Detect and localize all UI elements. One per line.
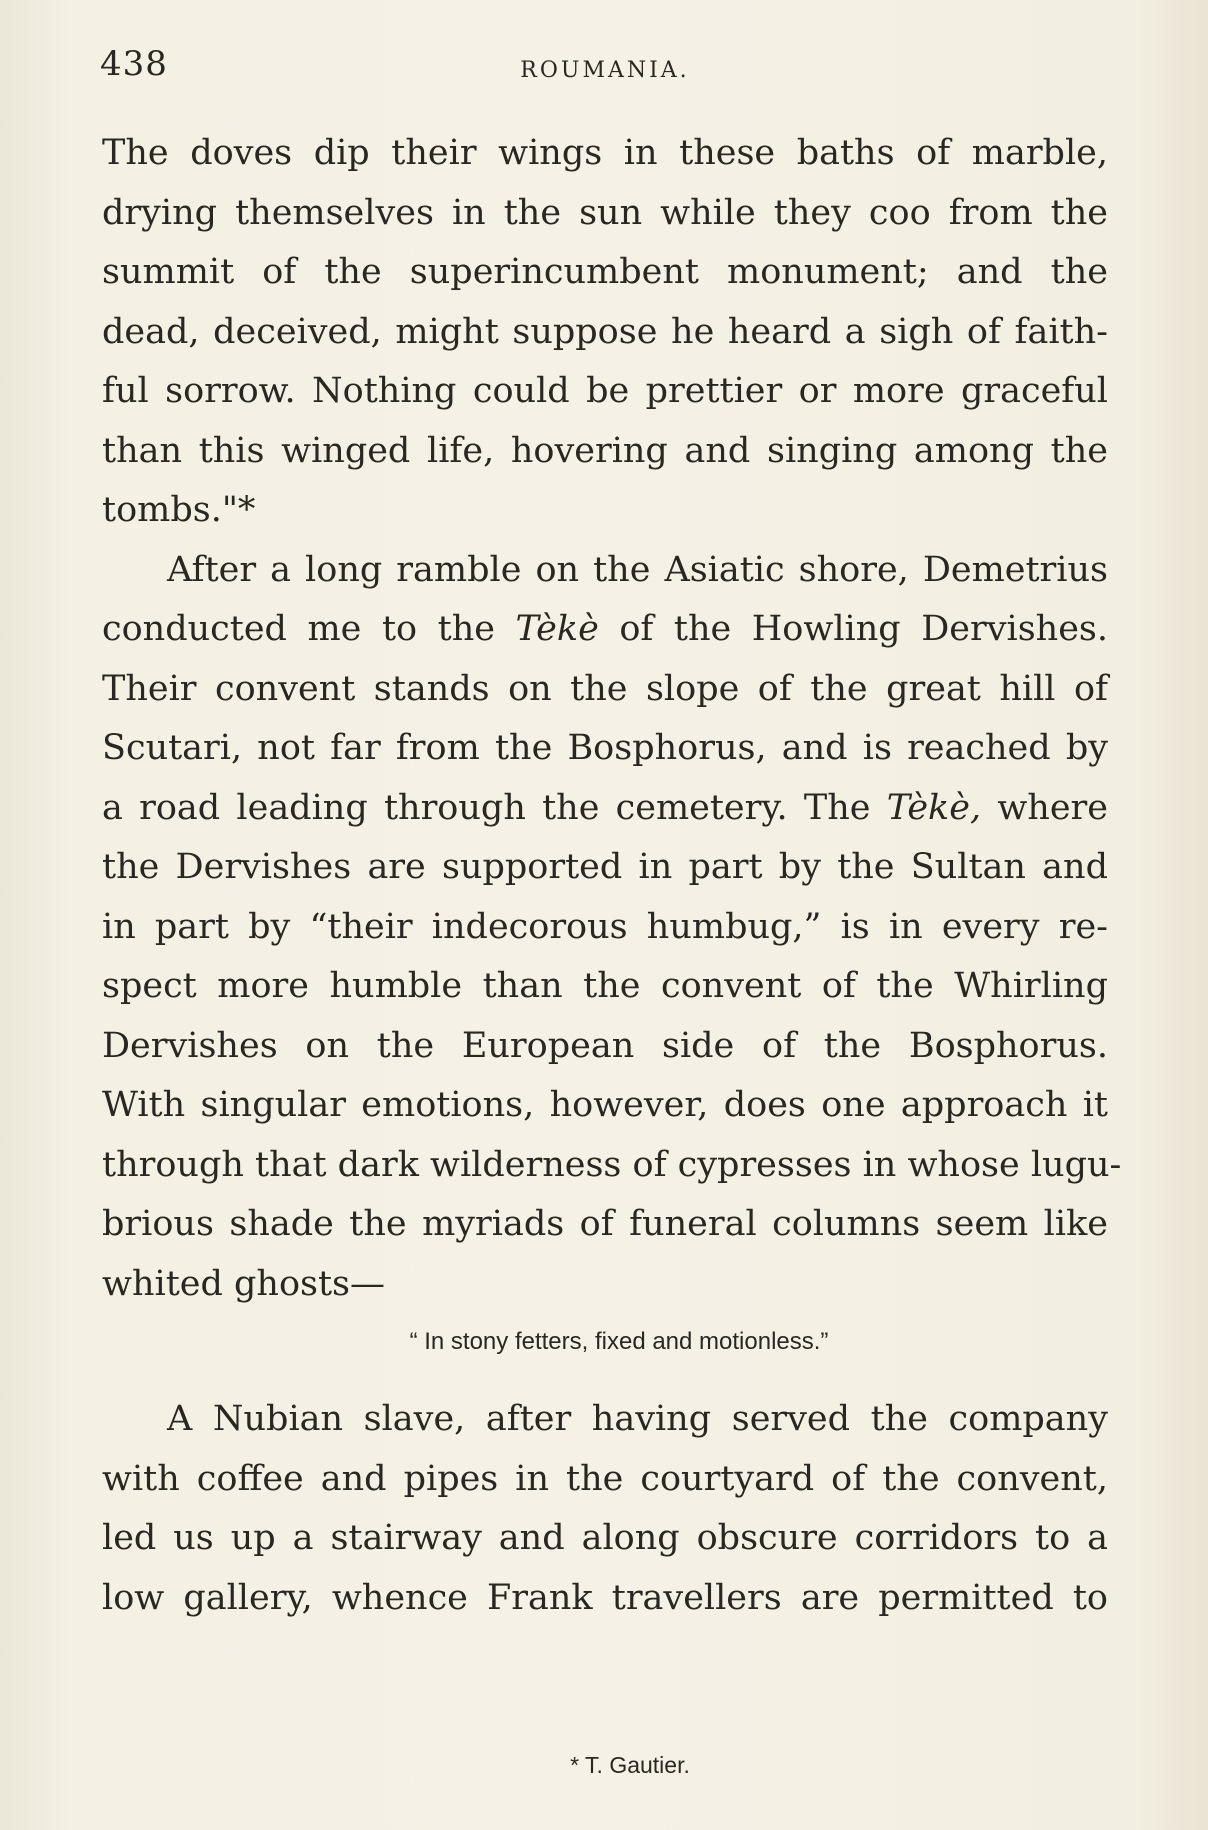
body-text [102, 124, 1122, 1628]
text-line: with coffee and pipes in the courtyard of the convent, [102, 1458, 1108, 1499]
footnote: * T. Gautier. [570, 1752, 690, 1778]
text-line: low gallery, whence Frank travellers are permitted to [102, 1577, 1108, 1618]
text-line: tombs."* [102, 490, 256, 530]
text-fragment: a road leading through the cemetery. The [102, 787, 887, 828]
text-line: A Nubian slave, after having served the company [167, 1399, 1108, 1439]
text-fragment: of the Howling Dervishes. [598, 609, 1108, 649]
page-header [100, 38, 1110, 88]
text-line [102, 600, 1108, 660]
text-line: Scutari, not far from the Bosphorus, and is reached by [102, 728, 1108, 768]
text-line: brious shade the myriads of funeral columns seem like [102, 1204, 1108, 1244]
text-line [102, 779, 1108, 839]
text-line: Their convent stands on the slope of the great hill of [102, 668, 1108, 709]
text-line: through that dark wilderness of cypresses in whose lugu- [102, 1144, 1122, 1185]
text-line: The doves dip their wings in these baths of marble, [102, 133, 1108, 173]
text-line: Dervishes on the European side of the Bosphorus. [102, 1025, 1108, 1066]
text-line: drying themselves in the sun while they coo from the [102, 192, 1108, 233]
text-line: dead, deceived, might suppose he heard a sigh of faith- [102, 311, 1108, 352]
page-number: 438 [100, 44, 168, 84]
text-line: summit of the superincumbent monument; and the [102, 252, 1108, 292]
text-line: ful sorrow. Nothing could be prettier or more graceful [102, 371, 1108, 411]
block-quote: “ In stony fetters, fixed and motionless.” [409, 1328, 829, 1355]
text-line: led us up a stairway and along obscure corridors to a [102, 1518, 1108, 1558]
text-fragment: conducted me to the [102, 609, 516, 649]
text-line: After a long ramble on the Asiatic shore, Demetrius [167, 549, 1108, 590]
text-line: With singular emotions, however, does one approach it [102, 1085, 1108, 1125]
teke-term: Tèkè [515, 609, 599, 649]
text-line: spect more humble than the convent of the Whirling [102, 966, 1108, 1006]
text-fragment: where [981, 787, 1108, 828]
running-head: ROUMANIA. [520, 58, 690, 83]
teke-term: Tèkè, [886, 787, 982, 828]
text-line: in part by “their indecorous humbug,” is in every re- [102, 906, 1108, 947]
text-line: the Dervishes are supported in part by the Sultan and [102, 847, 1108, 887]
text-line: than this winged life, hovering and singing among the [102, 430, 1108, 471]
text-line: whited ghosts— [102, 1263, 386, 1304]
